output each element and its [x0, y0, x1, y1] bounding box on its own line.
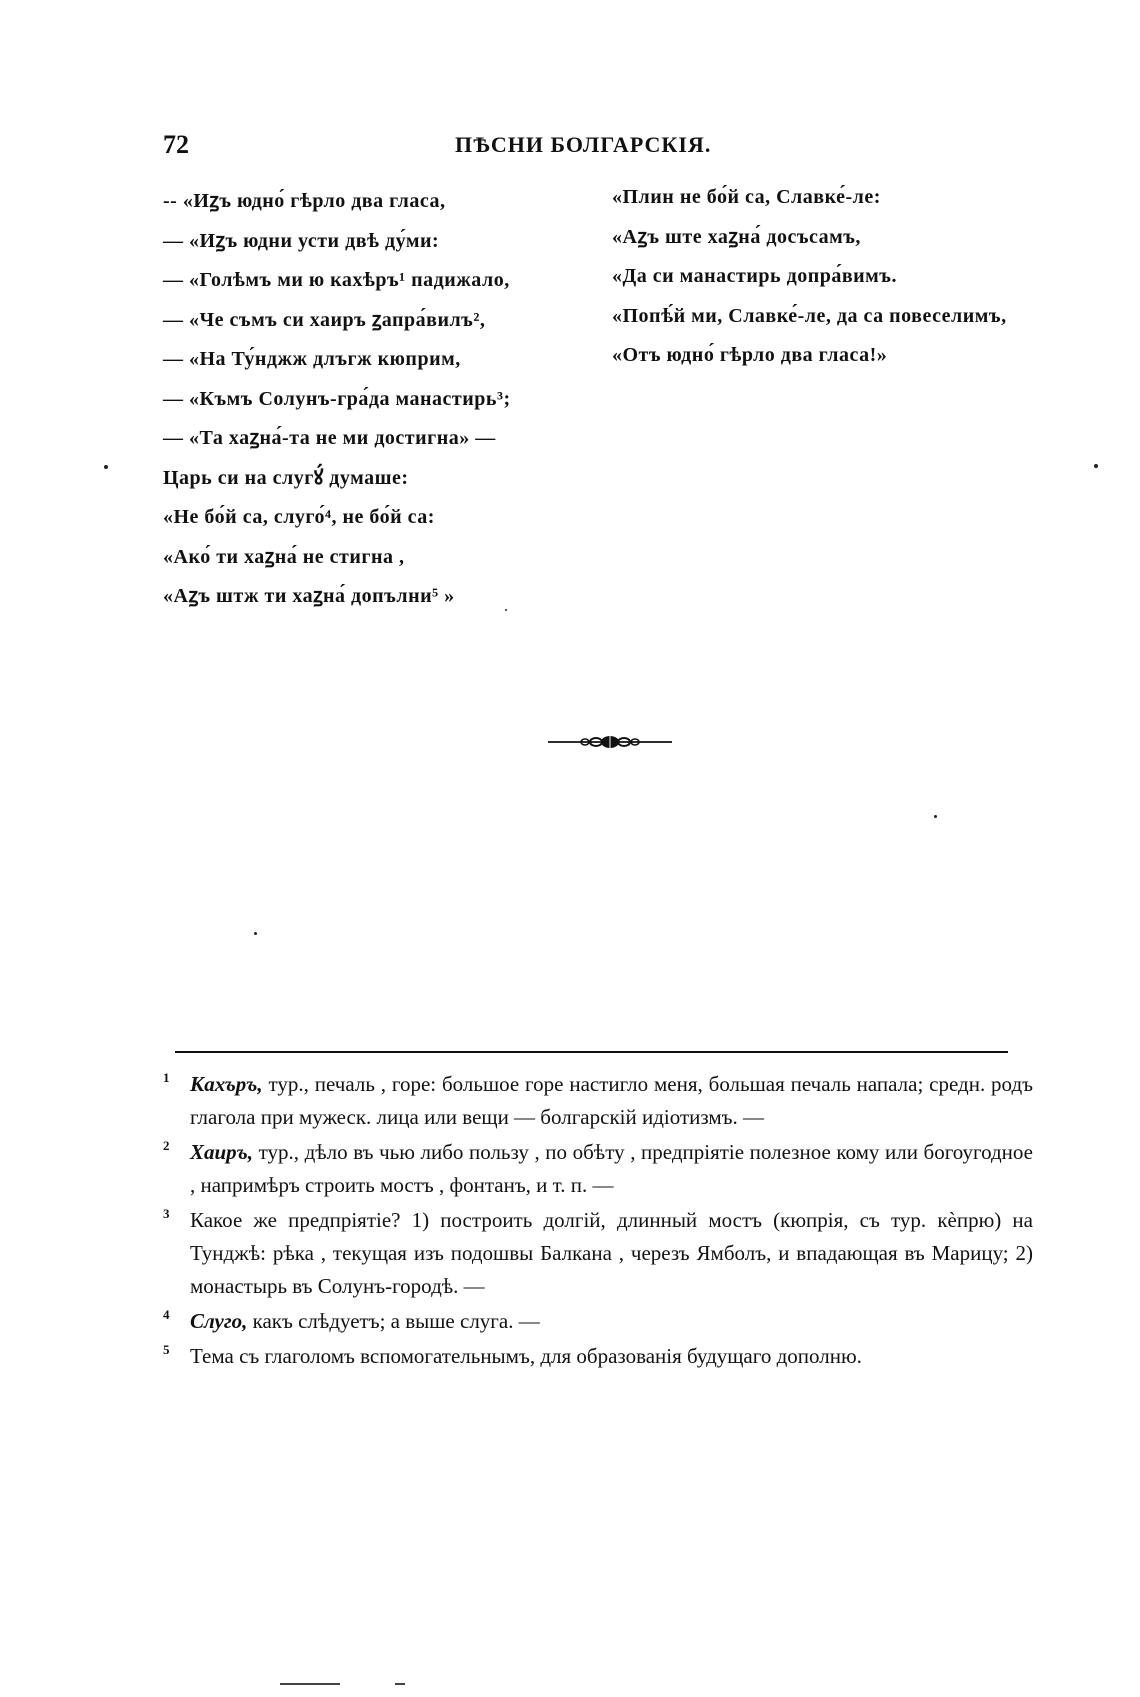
verse-column-left	[163, 182, 511, 617]
footnotes-list	[163, 1068, 1033, 1375]
verse-line: — «Къмъ Солунъ-гра́да манастирь³;	[163, 387, 511, 410]
print-mark	[280, 1683, 340, 1685]
footnote	[163, 1340, 1033, 1373]
verse-line: «Не бо́й са, слуго́⁴, не бо́й са:	[163, 506, 435, 528]
footnote-rule	[175, 1051, 1008, 1053]
footnote-text: Тема съ глаголомъ вспомогательнымъ, для образованія будущаго дополню.	[190, 1344, 862, 1368]
footnote-text: Какое же предпріятіе? 1) построить долгій, длинный мостъ (кюпрія, съ тур. кѐпрю) на Тунджѣ: рѣка , текущая изъ подошвы Балкана , черезъ Ямболъ, и впадающая въ Марицу; 2) монастырь въ Солунъ-городѣ. —	[190, 1208, 1033, 1298]
page-number: 72	[163, 130, 189, 159]
print-speck	[254, 932, 257, 935]
verse-line: «Да си манастирь допра́вимъ.	[612, 265, 897, 287]
verse-line: — «На Ту́нджж длъгж кюприм,	[163, 348, 461, 370]
verse-line: — «Че съмъ си хаиръ ꙁапра́вилъ²,	[163, 308, 486, 331]
footnote	[163, 1136, 1033, 1202]
print-speck	[1094, 464, 1098, 468]
verse-line: «Ако́ ти хаꙁна́ не стигна ,	[163, 545, 405, 568]
footnote	[163, 1305, 1033, 1338]
verse-line: «Аꙁъ штж ти хаꙁна́ допълни⁵ »	[163, 585, 455, 607]
footnote	[163, 1068, 1033, 1134]
footnote-term: Слуго,	[190, 1309, 248, 1333]
verse-line: «Попѣ́й ми, Славке́-ле, да са повеселимъ,	[612, 304, 1007, 327]
footnote-text: тур., печаль , горе: большое горе настигло меня, большая печаль напала; средн. родъ глагола при мужеск. лица или вещи — болгарскій идіотизмъ. —	[190, 1072, 1033, 1129]
print-mark	[395, 1683, 405, 1685]
ornament-divider	[548, 731, 672, 753]
verse-line: «Плин не бо́й са, Славке́-ле:	[612, 186, 881, 208]
footnote-marker: 4	[163, 1307, 170, 1322]
footnote-term: Хаиръ,	[190, 1140, 253, 1164]
footnote-marker: 1	[163, 1070, 170, 1085]
footnote	[163, 1204, 1033, 1303]
verse-line: — «Голѣмъ ми ю кахѣръ¹ падижало,	[163, 269, 510, 291]
verse-column-right	[612, 178, 1007, 376]
running-title: ПѢСНИ БОЛГАРСКІЯ.	[455, 132, 712, 157]
print-speck	[104, 465, 108, 469]
verse-line: Царь си на слугꙋ́ думаше:	[163, 466, 409, 489]
verse-line: — «Та хаꙁна́-та не ми достигна» —	[163, 427, 496, 449]
print-speck	[505, 609, 507, 611]
verse-line: «Отъ юдно́ гѣрло два гласа!»	[612, 344, 888, 366]
footnote-marker: 5	[163, 1342, 170, 1357]
footnote-text: тур., дѣло въ чью либо пользу , по обѣту , предпріятіе полезное кому или богоугодное , напримѣръ строить мостъ , фонтанъ, и т. п. —	[190, 1140, 1033, 1197]
verse-line: «Аꙁъ ште хаꙁна́ досъсамъ,	[612, 225, 861, 248]
footnote-marker: 2	[163, 1138, 170, 1153]
footnote-marker: 3	[163, 1206, 170, 1221]
verse-line: -- «Иꙁъ юдно́ гѣрло два гласа,	[163, 190, 446, 212]
footnote-term: Кахъръ,	[190, 1072, 263, 1096]
verse-line: — «Иꙁъ юдни усти двѣ ду́ми:	[163, 229, 440, 252]
print-speck	[934, 815, 937, 818]
footnote-text: какъ слѣдуетъ; а выше слуга. —	[247, 1309, 540, 1333]
